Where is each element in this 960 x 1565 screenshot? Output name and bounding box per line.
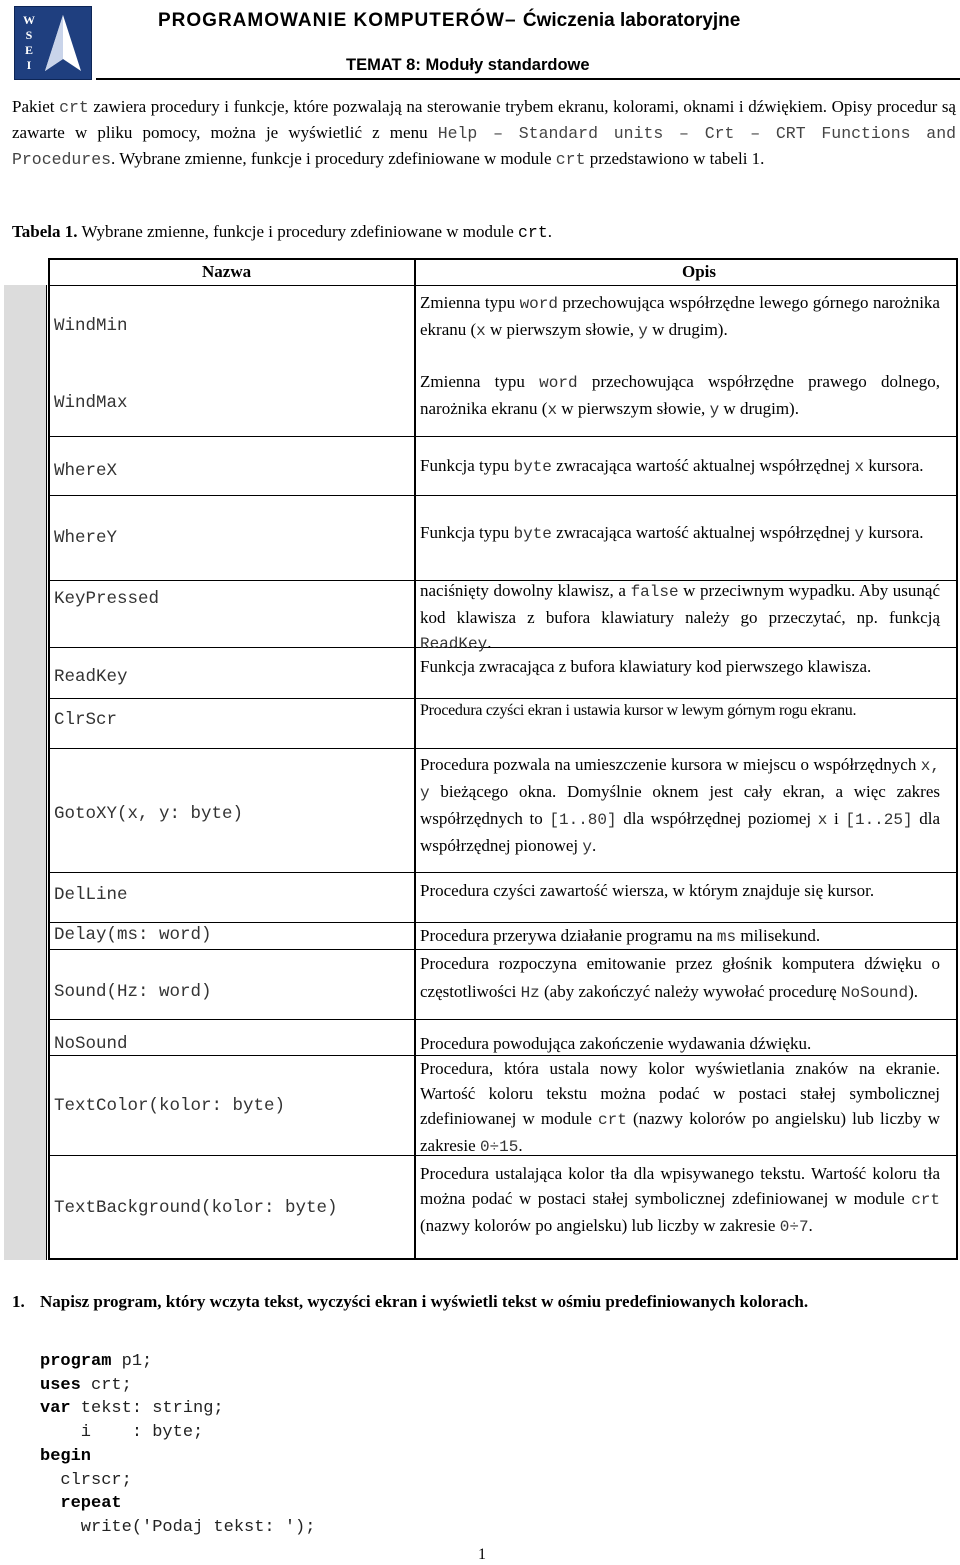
table-row-desc: Procedura powodująca zakończenie wydawania dźwięku. bbox=[420, 1034, 812, 1053]
table-row-desc: Funkcja typu byte zwracająca wartość aktualnej współrzędnej y kursora. bbox=[420, 523, 924, 543]
table-row-desc: Procedura rozpoczyna emitowanie przez głośnik komputera dźwięku o częstotliwości Hz (aby zakończyć należy wywołać procedurę NoSound). bbox=[420, 954, 940, 1002]
logo-letters: W S E I bbox=[23, 13, 35, 72]
table-row-desc: Zmienna typu word przechowująca współrzędne lewego górnego narożnika ekranu (x w pierwszym słowie, y w drugim). bbox=[420, 293, 940, 340]
table-row-desc: Procedura pozwala na umieszczenie kursora w miejscu o współrzędnych x, y bieżącego okna. Domyślnie oknem jest cały ekran, a więc zakres współrzędnych to [1..80] dla współrzędnej poziomej x i [1..25] dla współrzędnej pionowej y. bbox=[420, 755, 940, 856]
table-row-name: ReadKey bbox=[54, 667, 128, 687]
page-number: 1 bbox=[478, 1546, 486, 1563]
table-row-name: WhereY bbox=[54, 528, 118, 548]
table-row-name: KeyPressed bbox=[54, 589, 160, 609]
exercise-number: 1. bbox=[12, 1292, 25, 1311]
header-topic: TEMAT 8: Moduły standardowe bbox=[346, 56, 590, 74]
header-title: PROGRAMOWANIE KOMPUTERÓW– Ćwiczenia laboratoryjne bbox=[158, 10, 741, 31]
table-row-desc: Zmienna typu word przechowująca współrzędne prawego dolnego, narożnika ekranu (x w pierwszym słowie, y w drugim). bbox=[420, 372, 940, 419]
code-listing: program p1; uses crt; var tekst: string; i : byte; begin clrscr; repeat write('Podaj tekst: '); bbox=[40, 1352, 316, 1537]
table-row-desc: Procedura czyści ekran i ustawia kursor w lewym górnym rogu ekranu. bbox=[420, 702, 857, 719]
logo-arrow-icon bbox=[41, 13, 85, 73]
table-row-name: DelLine bbox=[54, 885, 128, 905]
header-opis: Opis bbox=[682, 262, 717, 281]
crt-table bbox=[4, 258, 958, 1260]
table-row-name: GotoXY(x, y: byte) bbox=[54, 804, 244, 824]
table-row-name: WindMin bbox=[54, 316, 128, 336]
table-row-desc: naciśnięty dowolny klawisz, a false w przeciwnym wypadku. Aby usunąć kod klawisza z bufora klawiatury należy go przeczytać, np. funkcją ReadKey. bbox=[420, 581, 940, 653]
table-row-name: Sound(Hz: word) bbox=[54, 982, 212, 1002]
wsei-logo bbox=[14, 6, 92, 80]
table-row-name: WindMax bbox=[54, 393, 128, 413]
table-row-name: NoSound bbox=[54, 1034, 128, 1054]
table-row-desc: Procedura czyści zawartość wiersza, w którym znajduje się kursor. bbox=[420, 881, 875, 900]
table-row-name: Delay(ms: word) bbox=[54, 925, 212, 945]
table-row-desc: Procedura ustalająca kolor tła dla wpisywanego tekstu. Wartość koloru tła można podać w postaci stałej symbolicznej zdefiniowanej w module crt (nazwy kolorów po angielsku) lub liczby w zakresie 0÷7. bbox=[420, 1164, 940, 1236]
table-row-desc: Procedura przerywa działanie programu na ms milisekund. bbox=[420, 926, 821, 946]
intro-paragraph: Pakiet crt zawiera procedury i funkcje, które pozwalają na sterowanie trybem ekranu, kolorami, oknami i dźwiękiem. Opisy procedur są zawarte w pliku pomocy, można je wyświetlić z menu Help – Standard units – Crt – CRT Functions and Procedures. Wybrane zmienne, funkcje i procedury zdefiniowane w module crt przedstawiono w tabeli 1. bbox=[12, 97, 956, 169]
table-row-name: ClrScr bbox=[54, 710, 118, 730]
table-row-name: WhereX bbox=[54, 461, 118, 481]
table-row-desc: Funkcja zwracająca z bufora klawiatury kod pierwszego klawisza. bbox=[420, 657, 872, 676]
exercise-1 bbox=[12, 1290, 944, 1314]
exercise-text: Napisz program, który wczyta tekst, wyczyści ekran i wyświetli tekst w ośmiu predefiniowanych kolorach. bbox=[40, 1292, 809, 1311]
table-row-desc: Funkcja typu byte zwracająca wartość aktualnej współrzędnej x kursora. bbox=[420, 456, 924, 476]
table-gray-margin bbox=[4, 285, 47, 1260]
table-row-name: TextBackground(kolor: byte) bbox=[54, 1198, 338, 1218]
table-caption: Tabela 1. Wybrane zmienne, funkcje i procedury zdefiniowane w module crt. bbox=[12, 222, 552, 242]
header-nazwa: Nazwa bbox=[202, 262, 252, 281]
table-row-name: TextColor(kolor: byte) bbox=[54, 1096, 286, 1116]
header-divider bbox=[96, 78, 960, 80]
table-row-desc: Procedura, która ustala nowy kolor wyświetlania znaków na ekranie. Wartość koloru tekstu można podać w postaci stałej symbolicznej zdefiniowanej w module crt (nazwy kolorów po angielsku) lub liczby w zakresie 0÷15. bbox=[420, 1059, 940, 1156]
